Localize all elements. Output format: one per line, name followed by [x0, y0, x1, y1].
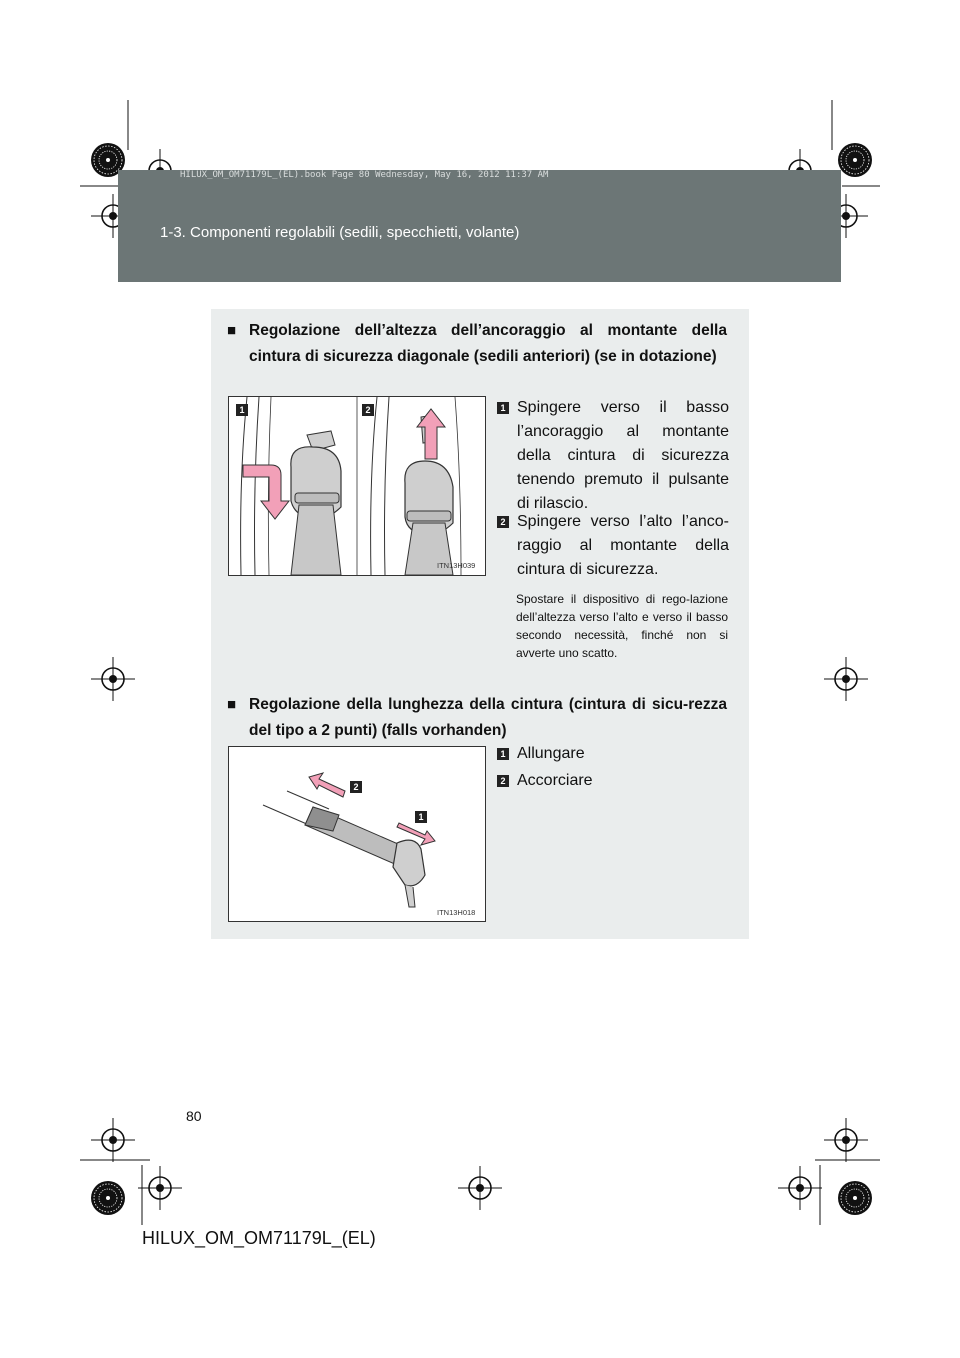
figure-code: ITN13H018	[437, 908, 476, 917]
step-text: Spingere verso l’alto l’anco-raggio al montante della cintura di sicurezza.	[517, 513, 729, 578]
figure-label-1: 1	[415, 811, 427, 823]
figure-code: ITN13H039	[437, 561, 476, 570]
seatbelt-anchor-illustration	[229, 397, 485, 575]
step-number-badge: 1	[497, 748, 509, 760]
step-item	[497, 769, 729, 793]
square-bullet-icon: ■	[227, 322, 237, 339]
section1-heading	[227, 318, 727, 370]
step-number-badge: 2	[497, 775, 509, 787]
figure-seatbelt-anchor	[228, 396, 486, 576]
note-text: Spostare il dispositivo di rego-lazione dell’altezza verso l’alto e verso il basso secondo necessità, finché non si avverte uno scatto.	[516, 592, 728, 660]
figure-label-2: 2	[350, 781, 362, 793]
step-item	[497, 742, 729, 766]
figure-belt-length	[228, 746, 486, 922]
figure-label-2: 2	[362, 404, 374, 416]
step-text: Accorciare	[517, 772, 593, 789]
figure-label-1: 1	[236, 404, 248, 416]
section2-heading	[227, 692, 727, 744]
section2-heading-text: Regolazione della lunghezza della cintura (cintura di sicu-rezza del tipo a 2 punti) (falls vorhanden)	[249, 696, 727, 739]
section-title: 1-3. Componenti regolabili (sedili, specchietti, volante)	[160, 224, 520, 241]
step-number-badge: 2	[497, 516, 509, 528]
belt-length-illustration	[229, 747, 485, 921]
step-text: Allungare	[517, 745, 585, 762]
section1-heading-text: Regolazione dell’altezza dell’ancoraggio al montante della cintura di sicurezza diagonale (sedili anteriori) (se in dotazione)	[249, 322, 727, 365]
step-number-badge: 1	[497, 402, 509, 414]
square-bullet-icon: ■	[227, 696, 237, 713]
print-stamp: HILUX_OM_OM71179L_(EL).book Page 80 Wednesday, May 16, 2012 11:37 AM	[180, 170, 549, 180]
page-number: 80	[186, 1108, 202, 1124]
footer-document-code: HILUX_OM_OM71179L_(EL)	[142, 1228, 376, 1248]
step-text: Spingere verso il basso l’ancoraggio al montante della cintura di sicurezza tenendo premuto il pulsante di rilascio.	[517, 399, 729, 512]
step-item	[497, 510, 729, 582]
step-item	[497, 396, 729, 516]
